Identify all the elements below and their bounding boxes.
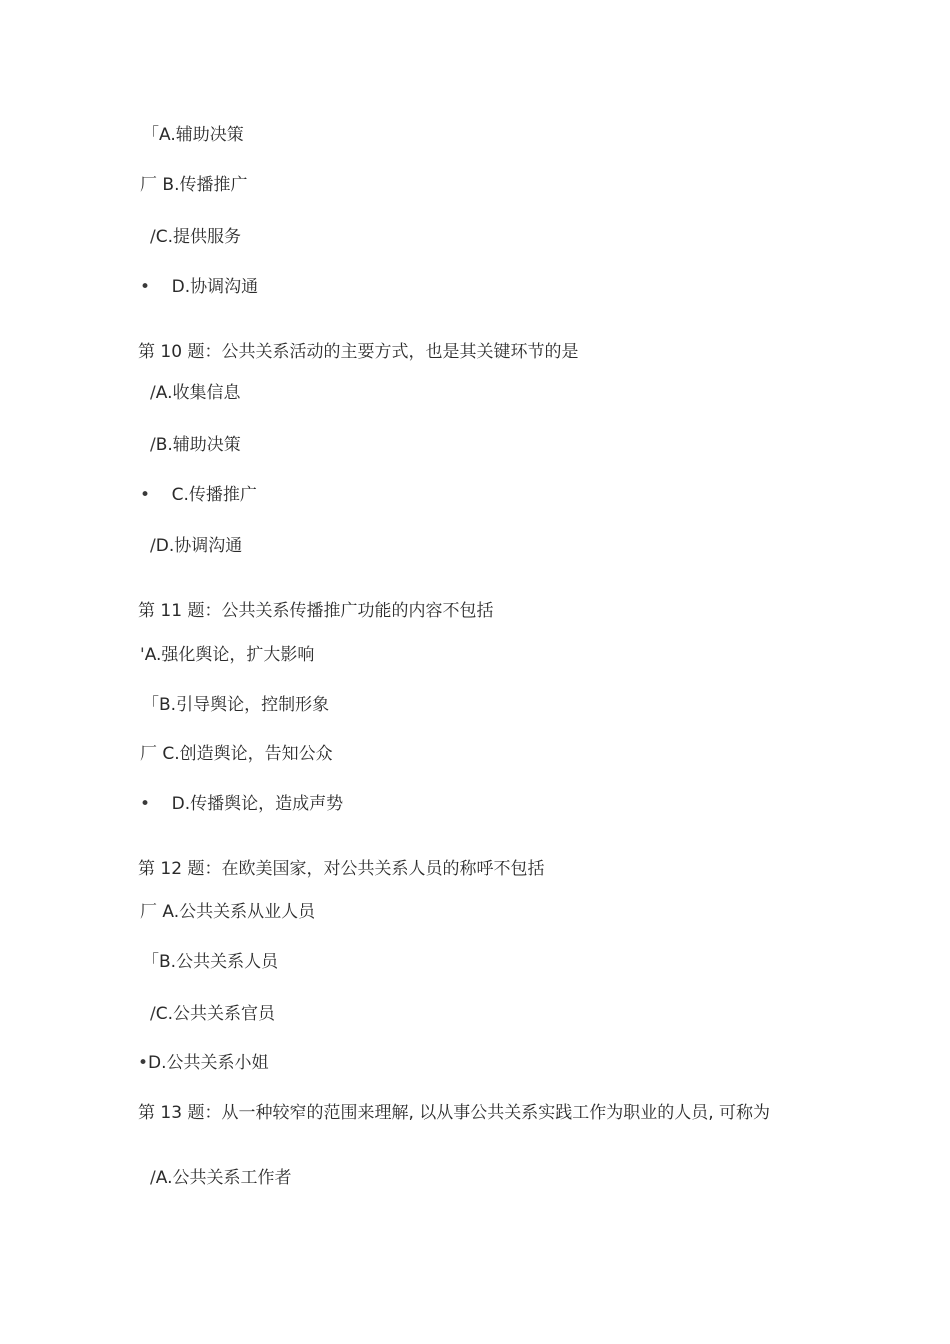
option-label: B.公共关系人员 <box>159 952 279 972</box>
q11-option-a[interactable] <box>140 644 314 666</box>
option-label: C.提供服务 <box>155 227 242 247</box>
question-12-prompt: 第 12 题：在欧美国家，对公共关系人员的称呼不包括 <box>138 859 545 879</box>
q12-option-c[interactable] <box>150 1003 275 1025</box>
q9-option-a[interactable] <box>142 124 244 146</box>
question-11-prompt: 第 11 题：公共关系传播推广功能的内容不包括 <box>138 601 494 621</box>
q12-option-a[interactable] <box>140 901 315 923</box>
selected-bullet-marker: • <box>140 794 151 814</box>
unchecked-radio-marker: / <box>150 536 156 556</box>
unchecked-radio-marker: / <box>150 383 156 403</box>
unchecked-radio-marker: 厂 <box>140 175 157 195</box>
unchecked-radio-marker: / <box>150 435 156 455</box>
q9-option-d[interactable] <box>140 276 258 298</box>
unchecked-radio-marker: 厂 <box>140 744 157 764</box>
unchecked-radio-marker: 「 <box>142 695 159 715</box>
q10-option-d[interactable] <box>150 535 242 557</box>
q10-option-c[interactable] <box>140 484 257 506</box>
q9-option-c[interactable] <box>150 226 241 248</box>
option-label: A.辅助决策 <box>159 125 244 145</box>
option-label: A.公共关系从业人员 <box>162 902 316 922</box>
option-label: B.传播推广 <box>162 175 248 195</box>
option-label: D.协调沟通 <box>155 536 243 556</box>
option-label: D.传播舆论，造成声势 <box>171 794 344 814</box>
q13-option-a[interactable] <box>150 1167 291 1189</box>
option-label: A.强化舆论，扩大影响 <box>144 645 315 665</box>
unchecked-radio-marker: / <box>150 227 156 247</box>
option-label: D.公共关系小姐 <box>148 1053 269 1073</box>
q12-option-b[interactable] <box>142 951 278 973</box>
option-label: C.传播推广 <box>171 485 257 505</box>
q10-option-a[interactable] <box>150 382 240 404</box>
option-label: C.公共关系官员 <box>155 1004 276 1024</box>
q11-option-c[interactable] <box>140 743 333 765</box>
option-label: A.公共关系工作者 <box>155 1168 292 1188</box>
option-label: A.收集信息 <box>155 383 241 403</box>
selected-bullet-marker: • <box>140 485 151 505</box>
q11-option-d[interactable] <box>140 793 343 815</box>
unchecked-radio-marker: 「 <box>142 125 159 145</box>
q12-option-d[interactable] <box>138 1052 269 1074</box>
unchecked-radio-marker: 「 <box>142 952 159 972</box>
unchecked-radio-marker: 厂 <box>140 902 157 922</box>
q11-option-b[interactable] <box>142 694 329 716</box>
option-label: B.引导舆论，控制形象 <box>159 695 330 715</box>
option-label: B.辅助决策 <box>155 435 241 455</box>
option-label: C.创造舆论，告知公众 <box>162 744 333 764</box>
question-10-prompt: 第 10 题：公共关系活动的主要方式，也是其关键环节的是 <box>138 342 579 362</box>
option-label: D.协调沟通 <box>171 277 259 297</box>
unchecked-radio-marker: ' <box>140 645 145 665</box>
q9-option-b[interactable] <box>140 174 247 196</box>
unchecked-radio-marker: / <box>150 1004 156 1024</box>
unchecked-radio-marker: / <box>150 1168 156 1188</box>
selected-bullet-marker: • <box>138 1053 149 1073</box>
q10-option-b[interactable] <box>150 434 241 456</box>
selected-bullet-marker: • <box>140 277 151 297</box>
question-13-prompt: 第 13 题：从一种较窄的范围来理解, 以从事公共关系实践工作为职业的人员, 可称为 <box>138 1103 771 1123</box>
